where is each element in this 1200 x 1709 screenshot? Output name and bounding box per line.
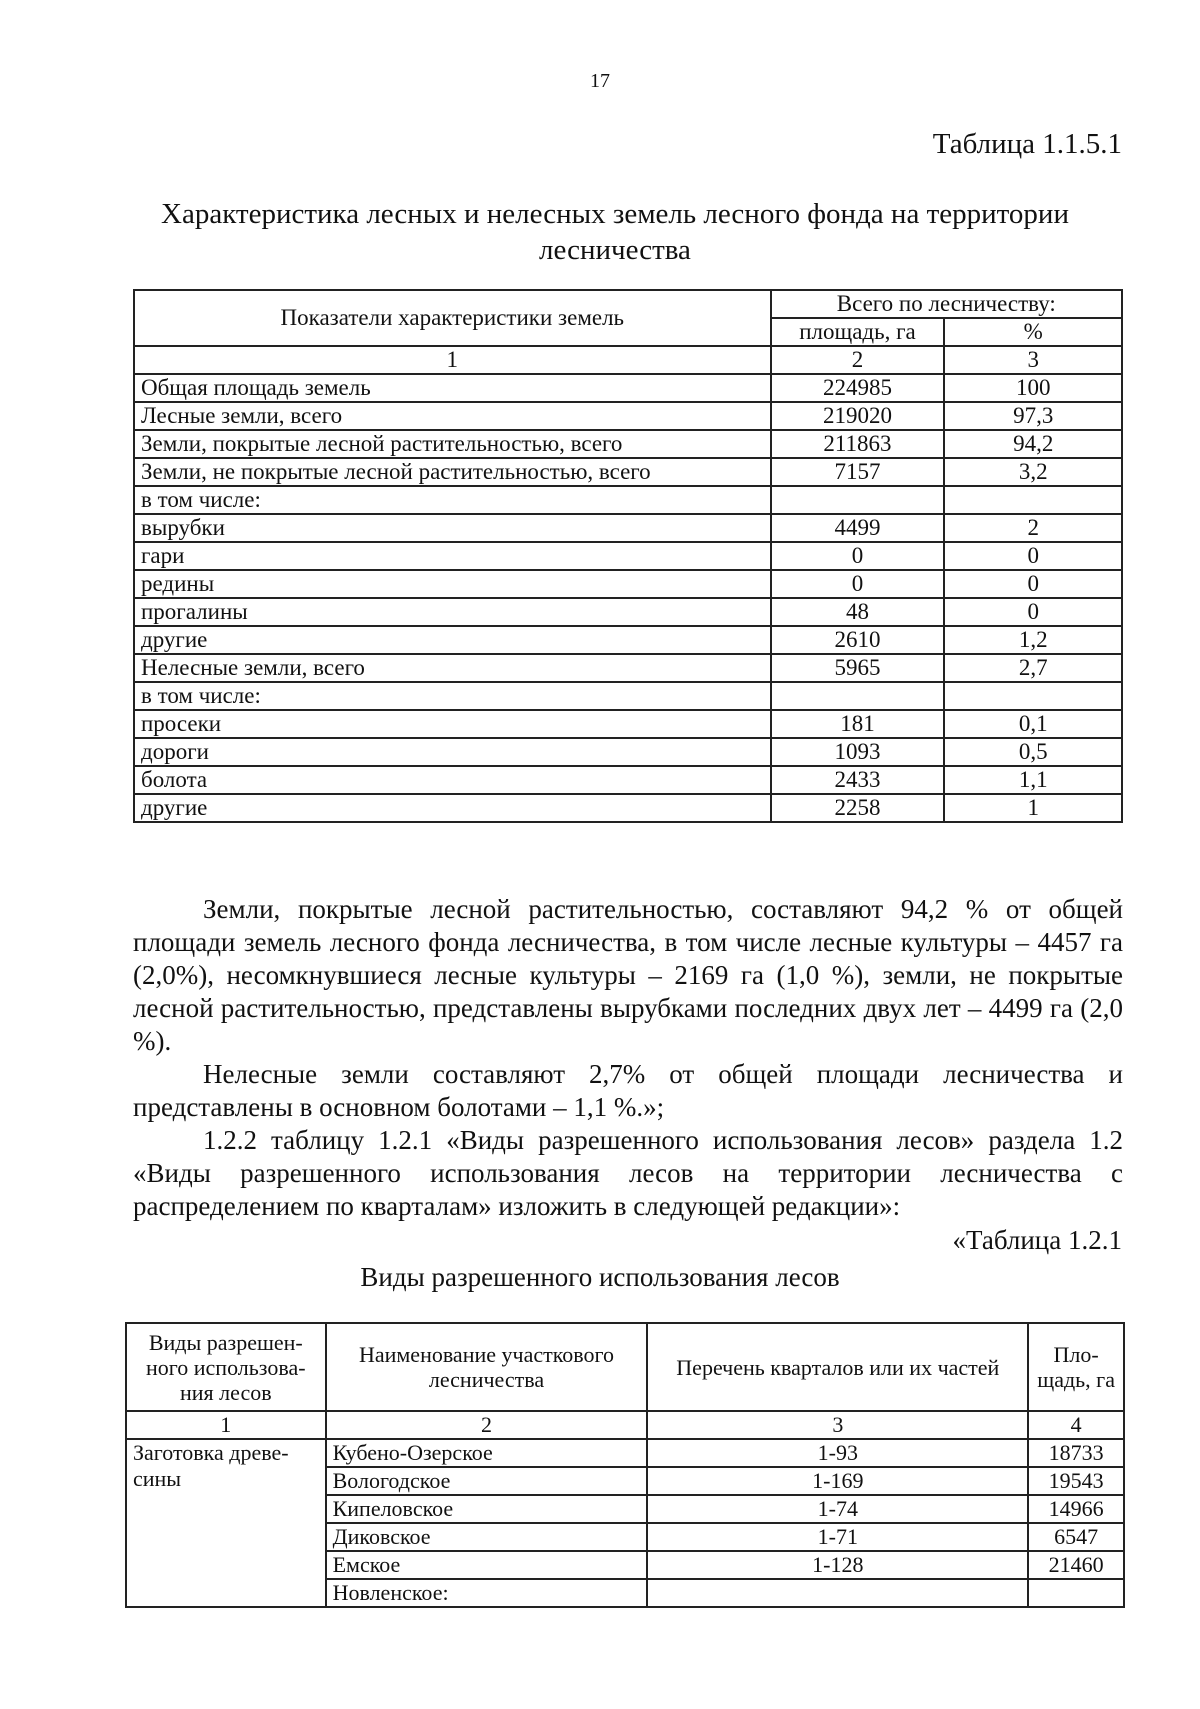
col-number: 3 bbox=[647, 1411, 1028, 1439]
table-row bbox=[134, 430, 1122, 458]
header-forestry: Наименование участкового лесничества bbox=[326, 1323, 648, 1411]
row-forestry: Кубено-Озерское bbox=[326, 1439, 648, 1467]
row-area: 21460 bbox=[1028, 1551, 1124, 1579]
header-quarters: Перечень кварталов или их частей bbox=[647, 1323, 1028, 1411]
row-percent: 3,2 bbox=[944, 458, 1122, 486]
row-label: дороги bbox=[134, 738, 771, 766]
table-row bbox=[134, 794, 1122, 822]
row-percent: 0 bbox=[944, 598, 1122, 626]
col-number: 2 bbox=[771, 346, 945, 374]
table1-body bbox=[134, 374, 1122, 822]
row-percent: 1,1 bbox=[944, 766, 1122, 794]
row-area: 4499 bbox=[771, 514, 945, 542]
row-percent: 0 bbox=[944, 542, 1122, 570]
table-row bbox=[134, 402, 1122, 430]
table-row bbox=[134, 738, 1122, 766]
use-kind: Заготовка древе-сины bbox=[126, 1439, 326, 1607]
table1-label: Таблица 1.1.5.1 bbox=[932, 128, 1122, 160]
col-number: 4 bbox=[1028, 1411, 1124, 1439]
row-percent: 0,5 bbox=[944, 738, 1122, 766]
table-row bbox=[134, 570, 1122, 598]
row-area: 224985 bbox=[771, 374, 945, 402]
header-kinds: Виды разрешен-ного использова-ния лесов bbox=[126, 1323, 326, 1411]
col-number: 3 bbox=[944, 346, 1122, 374]
table2-body bbox=[126, 1439, 1124, 1607]
row-quarters: 1-74 bbox=[647, 1495, 1028, 1523]
row-area bbox=[771, 486, 945, 514]
row-percent: 97,3 bbox=[944, 402, 1122, 430]
row-percent bbox=[944, 682, 1122, 710]
row-area: 18733 bbox=[1028, 1439, 1124, 1467]
row-label: вырубки bbox=[134, 514, 771, 542]
table-row bbox=[134, 598, 1122, 626]
col-number: 1 bbox=[126, 1411, 326, 1439]
row-quarters: 1-128 bbox=[647, 1551, 1028, 1579]
row-label: Земли, покрытые лесной растительностью, всего bbox=[134, 430, 771, 458]
row-area: 181 bbox=[771, 710, 945, 738]
table1-title-line2: лесничества bbox=[539, 234, 691, 266]
paragraph: 1.2.2 таблицу 1.2.1 «Виды разрешенного использования лесов» раздела 1.2 «Виды разрешенного использования лесов на территории лесничества с распределением по кварталам» изложить в следующей редакции»: bbox=[133, 1125, 1123, 1221]
row-area: 14966 bbox=[1028, 1495, 1124, 1523]
header-area: площадь, га bbox=[771, 318, 945, 346]
table1-title-line1: Характеристика лесных и нелесных земель лесного фонда на территории bbox=[161, 198, 1069, 230]
row-label: прогалины bbox=[134, 598, 771, 626]
table2-title: Виды разрешенного использования лесов bbox=[360, 1262, 840, 1292]
row-forestry: Новленское: bbox=[326, 1579, 648, 1607]
row-forestry: Вологодское bbox=[326, 1467, 648, 1495]
table-row bbox=[134, 458, 1122, 486]
row-area: 2258 bbox=[771, 794, 945, 822]
table-row bbox=[134, 486, 1122, 514]
row-quarters: 1-93 bbox=[647, 1439, 1028, 1467]
row-percent bbox=[944, 486, 1122, 514]
row-percent: 2 bbox=[944, 514, 1122, 542]
row-label: гари bbox=[134, 542, 771, 570]
row-label: Общая площадь земель bbox=[134, 374, 771, 402]
row-label: просеки bbox=[134, 710, 771, 738]
row-area: 2610 bbox=[771, 626, 945, 654]
table-header-row bbox=[134, 290, 1122, 318]
header-area: Пло-щадь, га bbox=[1028, 1323, 1124, 1411]
row-area bbox=[1028, 1579, 1124, 1607]
row-quarters: 1-169 bbox=[647, 1467, 1028, 1495]
table-header-row bbox=[126, 1323, 1124, 1411]
row-label: Лесные земли, всего bbox=[134, 402, 771, 430]
row-percent: 0,1 bbox=[944, 710, 1122, 738]
row-quarters bbox=[647, 1579, 1028, 1607]
row-area: 219020 bbox=[771, 402, 945, 430]
table-row bbox=[134, 710, 1122, 738]
table-row bbox=[126, 1439, 1124, 1467]
row-area bbox=[771, 682, 945, 710]
row-percent: 0 bbox=[944, 570, 1122, 598]
page-number: 17 bbox=[590, 70, 610, 92]
row-label: болота bbox=[134, 766, 771, 794]
paragraph: Нелесные земли составляют 2,7% от общей площади лесничества и представлены в основном болотами – 1,1 %.»; bbox=[133, 1059, 1123, 1122]
header-percent: % bbox=[944, 318, 1122, 346]
column-number-row bbox=[134, 346, 1122, 374]
row-area: 6547 bbox=[1028, 1523, 1124, 1551]
row-label: Земли, не покрытые лесной растительностью, всего bbox=[134, 458, 771, 486]
row-percent: 2,7 bbox=[944, 654, 1122, 682]
table-row bbox=[134, 514, 1122, 542]
body-text bbox=[133, 893, 1123, 1223]
table-row bbox=[134, 626, 1122, 654]
col-number: 2 bbox=[326, 1411, 648, 1439]
row-percent: 94,2 bbox=[944, 430, 1122, 458]
table-row bbox=[134, 542, 1122, 570]
row-area: 7157 bbox=[771, 458, 945, 486]
table-row bbox=[134, 682, 1122, 710]
row-percent: 1 bbox=[944, 794, 1122, 822]
row-area: 5965 bbox=[771, 654, 945, 682]
row-area: 0 bbox=[771, 542, 945, 570]
row-forestry: Кипеловское bbox=[326, 1495, 648, 1523]
row-area: 48 bbox=[771, 598, 945, 626]
column-number-row bbox=[126, 1411, 1124, 1439]
row-label: другие bbox=[134, 626, 771, 654]
paragraph: Земли, покрытые лесной растительностью, составляют 94,2 % от общей площади земель лесного фонда лесничества, в том числе лесные культуры – 4457 га (2,0%), несомкнувшиеся лесные культуры – 2169 га (1,0 %), земли, не покрытые лесной растительностью, представлены вырубками последних двух лет – 4499 га (2,0 %). bbox=[133, 894, 1123, 1056]
table-row bbox=[134, 766, 1122, 794]
row-percent: 100 bbox=[944, 374, 1122, 402]
row-label: в том числе: bbox=[134, 682, 771, 710]
row-area: 19543 bbox=[1028, 1467, 1124, 1495]
header-indicators: Показатели характеристики земель bbox=[134, 290, 771, 346]
table1-title bbox=[140, 196, 1090, 268]
row-label: другие bbox=[134, 794, 771, 822]
row-label: Нелесные земли, всего bbox=[134, 654, 771, 682]
row-label: редины bbox=[134, 570, 771, 598]
table-row bbox=[134, 374, 1122, 402]
row-forestry: Емское bbox=[326, 1551, 648, 1579]
row-area: 0 bbox=[771, 570, 945, 598]
table-row bbox=[134, 654, 1122, 682]
land-characteristics-table bbox=[133, 289, 1123, 823]
row-quarters: 1-71 bbox=[647, 1523, 1028, 1551]
row-forestry: Диковское bbox=[326, 1523, 648, 1551]
row-label: в том числе: bbox=[134, 486, 771, 514]
table2-label: «Таблица 1.2.1 bbox=[952, 1225, 1122, 1255]
row-area: 211863 bbox=[771, 430, 945, 458]
row-area: 1093 bbox=[771, 738, 945, 766]
permitted-use-table bbox=[125, 1322, 1125, 1608]
row-area: 2433 bbox=[771, 766, 945, 794]
header-group: Всего по лесничеству: bbox=[771, 290, 1122, 318]
row-percent: 1,2 bbox=[944, 626, 1122, 654]
col-number: 1 bbox=[134, 346, 771, 374]
